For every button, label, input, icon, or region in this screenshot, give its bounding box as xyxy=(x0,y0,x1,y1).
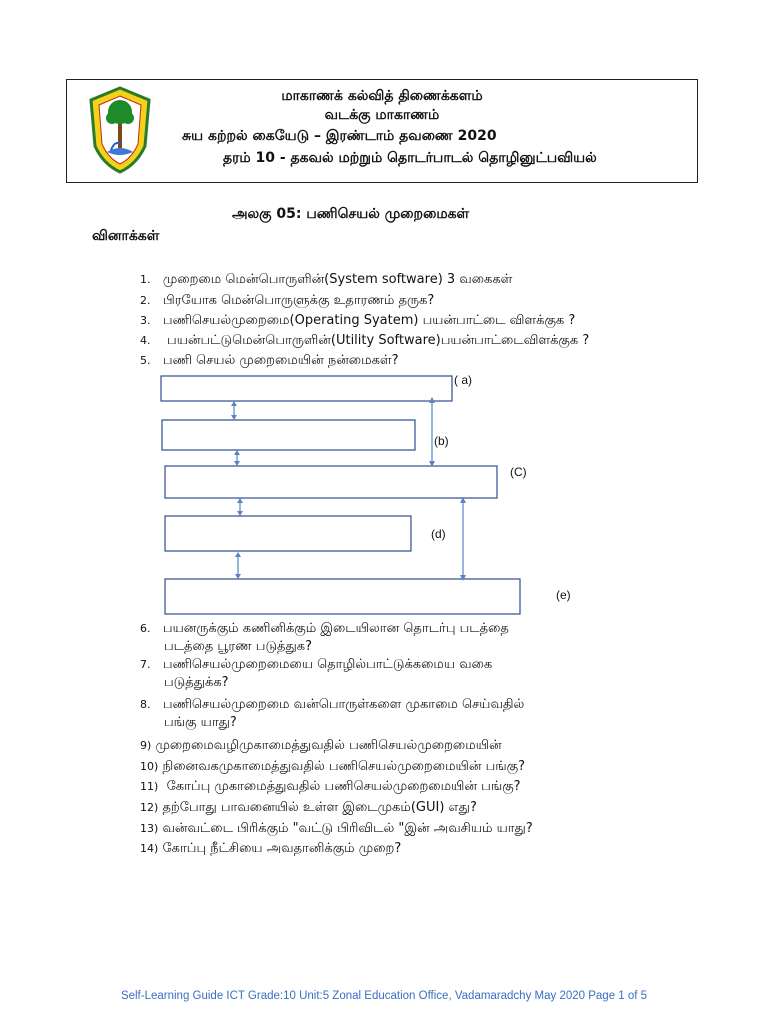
question-text: பணிசெயல்முறைமை வன்பொருள்களை முகாமை செய்வதில் xyxy=(162,697,525,712)
layer-box-d xyxy=(165,516,411,551)
question-number: 3. xyxy=(140,314,151,327)
question-9 xyxy=(140,737,502,755)
double-arrow-de xyxy=(235,552,241,579)
label-d: (d) xyxy=(431,527,446,541)
double-arrow-right-lower xyxy=(460,497,466,581)
question-6 xyxy=(140,620,509,656)
question-text: பணி செயல் முறைமையின் நன்மைகள்? xyxy=(162,353,399,368)
question-10 xyxy=(140,758,525,776)
question-text-continued: படத்தை பூரண படுத்துக? xyxy=(164,639,313,654)
question-number: 6. xyxy=(140,622,151,635)
question-text: பயன்பட்டுமென்பொருளின்(Utility Software)பயன்பாட்டைவிளக்குக ? xyxy=(162,333,590,348)
layer-box-b xyxy=(162,420,415,450)
question-number: 11) xyxy=(140,780,159,793)
question-text-continued: படுத்துக்க? xyxy=(164,675,229,690)
unit-title: அலகு 05: பணிசெயல் முறைமைகள் xyxy=(232,206,470,222)
question-number: 2. xyxy=(140,294,151,307)
label-b: (b) xyxy=(434,434,449,448)
question-7 xyxy=(140,656,492,692)
label-c: (C) xyxy=(510,465,527,479)
question-text: முறைமைவழிமுகாமைத்துவதில் பணிசெயல்முறைமையின் xyxy=(155,738,502,753)
header-line-1: மாகாணக் கல்வித் திணைக்களம் xyxy=(281,88,483,104)
question-text: பிரயோக மென்பொருளுக்கு உதாரணம் தருக? xyxy=(162,293,435,308)
question-number: 8. xyxy=(140,698,151,711)
question-text: தற்போது பாவனையில் உள்ள இடைமுகம்(GUI) எது? xyxy=(162,800,477,815)
question-text: கோப்பு நீட்சியை அவதானிக்கும் முறை? xyxy=(162,841,402,856)
page-footer: Self-Learning Guide ICT Grade:10 Unit:5 Zonal Education Office, Vadamaradchy May 2020 Page 1 of 5 xyxy=(120,990,648,1002)
layer-box-c xyxy=(165,466,497,498)
question-14 xyxy=(140,840,401,858)
question-13 xyxy=(140,820,533,838)
question-number: 5. xyxy=(140,354,151,367)
question-text: கோப்பு முகாமைத்துவதில் பணிசெயல்முறைமையின் பங்கு? xyxy=(162,779,521,794)
header-line-3: சுய கற்றல் கையேடு – இரண்டாம் தவணை 2020 xyxy=(182,128,497,144)
question-12 xyxy=(140,799,477,817)
question-text: நினைவகமுகாமைத்துவதில் பணிசெயல்முறைமையின் பங்கு? xyxy=(162,759,526,774)
question-number: 12) xyxy=(140,801,159,814)
question-number: 1. xyxy=(140,273,151,286)
question-text: பயனருக்கும் கணினிக்கும் இடையிலான தொடர்பு படத்தை xyxy=(162,621,509,636)
question-number: 9) xyxy=(140,739,152,752)
question-number: 4. xyxy=(140,334,151,347)
double-arrow-ab xyxy=(231,401,237,420)
header-line-4: தரம் 10 - தகவல் மற்றும் தொடர்பாடல் தொழினுட்பவியல் xyxy=(223,150,597,166)
question-text-continued: பங்கு யாது? xyxy=(164,715,237,730)
questions-heading: வினாக்கள் xyxy=(92,228,160,244)
question-number: 7. xyxy=(140,658,151,671)
question-text: பணிசெயல்முறைமை(Operating Syatem) பயன்பாட்டை விளக்குக ? xyxy=(162,313,576,328)
double-arrow-bc xyxy=(234,450,240,466)
question-text: பணிசெயல்முறைமையை தொழில்பாட்டுக்கமைய வகை xyxy=(162,657,493,672)
question-text: முறைமை மென்பொருளின்(System software) 3 வகைகள் xyxy=(162,272,513,287)
double-arrow-cd xyxy=(237,498,243,516)
question-text: வன்வட்டை பிரிக்கும் "வட்டு பிரிவிடல் "இன் அவசியம் யாது? xyxy=(162,821,533,836)
question-number: 13) xyxy=(140,822,159,835)
label-a: ( a) xyxy=(454,373,472,387)
layer-box-e xyxy=(165,579,520,614)
question-11 xyxy=(140,778,521,796)
question-number: 14) xyxy=(140,842,159,855)
header-line-2: வடக்கு மாகாணம் xyxy=(324,107,440,123)
question-number: 10) xyxy=(140,760,159,773)
question-8 xyxy=(140,696,524,732)
layer-box-a xyxy=(161,376,452,401)
label-e: (e) xyxy=(556,588,571,602)
double-arrow-right-upper xyxy=(429,397,435,467)
